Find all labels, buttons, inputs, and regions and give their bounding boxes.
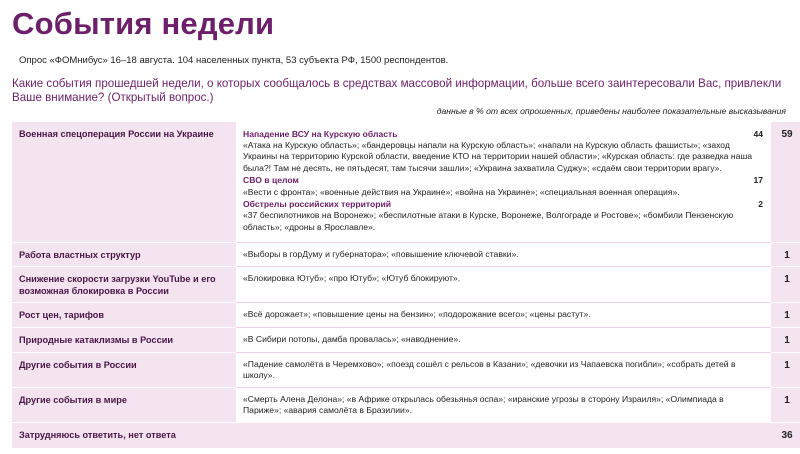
quotes-cell: «Выборы в горДуму и губернатора»; «повышение ключевой ставки». xyxy=(236,243,771,267)
table-row xyxy=(12,122,800,243)
survey-info: Опрос «ФОМнибус» 16–18 августа. 104 населенных пункта, 53 субъекта РФ, 1500 респондентов. xyxy=(19,55,449,66)
survey-question: Какие события прошедшей недели, о которых сообщалось в средствах массовой информации, больше всего заинтересовали Вас, привлекли Ваше внимание? (Открытый вопрос.) xyxy=(12,77,782,104)
page-title: События недели xyxy=(12,6,275,41)
subcategory-heading xyxy=(243,199,763,210)
category-value: 1 xyxy=(771,328,800,353)
subcategory-heading xyxy=(243,175,763,186)
category-value: 1 xyxy=(771,303,800,328)
category-value: 1 xyxy=(771,267,800,303)
results-table xyxy=(12,121,800,448)
category-label: Другие события в мире xyxy=(12,387,236,422)
category-label: Снижение скорости загрузки YouTube и его возможная блокировка в России xyxy=(12,267,236,303)
subcategory-title: Нападение ВСУ на Курскую область xyxy=(243,128,398,139)
category-label: Работа властных структур xyxy=(12,243,236,267)
subcategory-quotes: «Атака на Курскую область»; «бандеровцы напали на Курскую область»; «напали на Курскую область фашисты»; «заход Украины на территорию Курской области, введение КТО на территории нашей области»; «Курская область: где разведка наша была?! Там не десять, не пятьдесят, там тысячи зашли»; «Украина захватила Суджу»; «сдаём свои территории врагу». xyxy=(243,139,753,173)
subcategory-value: 17 xyxy=(753,175,763,186)
category-label: Другие события в России xyxy=(12,353,236,388)
table-row xyxy=(12,243,800,267)
category-label: Затрудняюсь ответить, нет ответа xyxy=(12,422,771,448)
quotes-cell xyxy=(236,122,771,243)
quotes-cell: «Всё дорожает»; «повышение цены на бензин»; «подорожание всего»; «цены растут». xyxy=(236,303,771,328)
table-row xyxy=(12,422,800,448)
category-value: 1 xyxy=(771,243,800,267)
category-value: 1 xyxy=(771,387,800,422)
quotes-cell: «В Сибири потопы, дамба провалась»; «наводнение». xyxy=(236,328,771,353)
category-label: Природные катаклизмы в России xyxy=(12,328,236,353)
category-value: 36 xyxy=(771,422,800,448)
data-note: данные в % от всех опрошенных, приведены наиболее показательные высказывания xyxy=(436,106,786,116)
table-row xyxy=(12,328,800,353)
category-label: Военная спецоперация России на Украине xyxy=(12,122,236,243)
subcategory-quotes: «Вести с фронта»; «военные действия на Украине»; «война на Украине»; «специальная военная операция». xyxy=(243,186,680,197)
subcategory-value: 2 xyxy=(758,198,763,209)
category-value: 1 xyxy=(771,353,800,388)
category-label: Рост цен, тарифов xyxy=(12,303,236,328)
subcategory-quotes: «37 беспилотников на Воронеж»; «беспилотные атаки в Курске, Воронеже, Волгограде и Ростове»; «бомбили Пензенскую область»; «дроны в Ярославле». xyxy=(243,210,734,232)
subcategory-title: СВО в целом xyxy=(243,175,299,186)
quotes-cell: «Падение самолёта в Черемхово»; «поезд сошёл с рельсов в Казани»; «девочки из Чапаевска погибли»; «собрать детей в школу». xyxy=(236,353,771,388)
subcategory-heading xyxy=(243,129,763,140)
category-value: 59 xyxy=(771,122,800,243)
quotes-cell: «Блокировка Ютуб»; «про Ютуб»; «Ютуб блокируют». xyxy=(236,267,771,303)
table-row xyxy=(12,387,800,422)
quotes-cell: «Смерть Алена Делона»; «в Африке открылась обезьянья оспа»; «иранские угрозы в сторону Израиля»; «Олимпиада в Париже»; «авария самолёта в Бразилии». xyxy=(236,387,771,422)
table-row xyxy=(12,303,800,328)
subcategory-title: Обстрелы российских территорий xyxy=(243,198,392,209)
table-row xyxy=(12,353,800,388)
table-row xyxy=(12,267,800,303)
subcategory-value: 44 xyxy=(753,128,763,139)
